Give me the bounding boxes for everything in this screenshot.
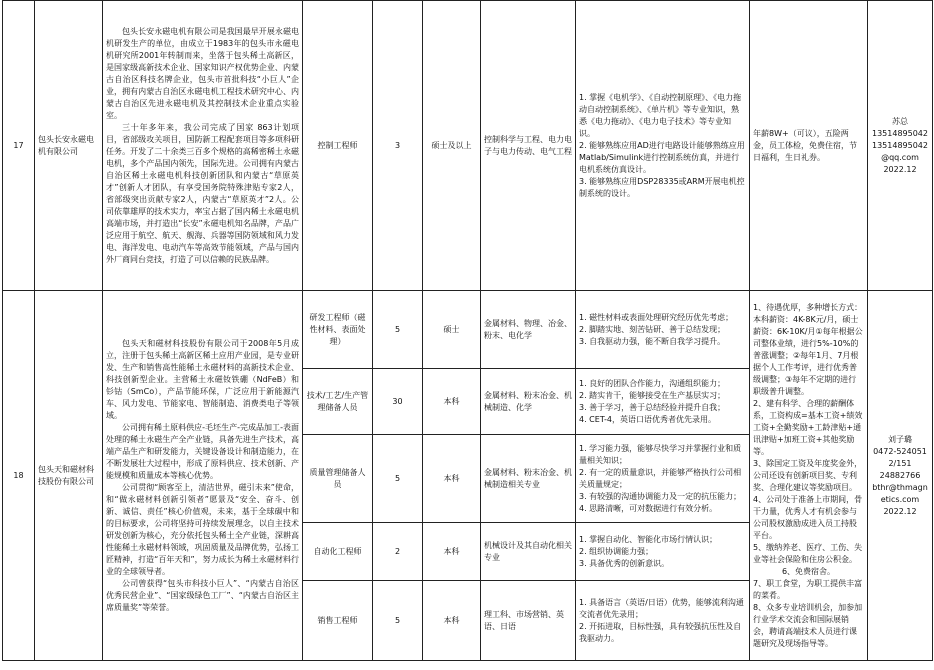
benefits	[750, 1, 868, 291]
requirement-item: 1. 掌握自动化、智能化市场行情认识；	[579, 534, 718, 544]
benefit-item: 8、众多专业培训机会，加参加行业学术交流会和国际展销会，聘请高端技术人员进行课题研究及现场指导等。	[753, 602, 863, 648]
contact-line: 13514895042	[872, 128, 928, 138]
job-requirements	[576, 1, 750, 291]
position-title: 自动化工程师	[303, 523, 373, 581]
position-count: 30	[373, 369, 423, 435]
job-requirements	[576, 581, 750, 661]
benefit-item: 5、缴纳养老、医疗、工伤、失业等社会保险和住房公积金。	[753, 542, 863, 564]
requirement-item: 3. 有较强的沟通协调能力及一定的抗压能力；	[579, 491, 742, 501]
requirement-item: 3. 能够熟练应用DSP28335或ARM开展电机控制系统的设计。	[579, 176, 745, 198]
contact-line: 刘子璐	[888, 434, 912, 444]
company-name: 包头天和磁材科技股份有限公司	[35, 291, 103, 661]
contact-info	[868, 1, 933, 291]
table-row	[3, 1, 933, 291]
requirement-item: 2. 有一定的质量意识，并能够严格执行公司相关质量规定；	[579, 467, 742, 489]
contact-line: bthr@thmagn	[872, 482, 928, 492]
major-requirement: 金属材料、粉末冶金、机械制造、化学	[481, 369, 576, 435]
job-requirements	[576, 523, 750, 581]
benefits	[750, 291, 868, 661]
requirement-item: 4. CET-4，英语口语优秀者优先录用。	[579, 414, 716, 424]
requirement-item: 2. 踏实肯干，能够接受在生产基层实习；	[579, 390, 726, 400]
intro-paragraph: 公司曾获得“包头市科技小巨人”、“内蒙古自治区优秀民营企业”、“国家级绿色工厂”、“内蒙古自治区主席质量奖”等荣誉。	[106, 578, 299, 612]
table-row	[3, 291, 933, 369]
requirement-item: 3. 善于学习，善于总结经验并提升自我；	[579, 402, 726, 412]
requirement-item: 2. 能够熟练应用AD进行电路设计能够熟练应用Matlab/Simulink进行控制系统仿真，并进行电机系统仿真设计。	[579, 140, 745, 174]
benefit-item: 7、职工食堂，为职工提供丰富的菜肴。	[753, 578, 863, 600]
intro-paragraph: 包头天和磁材科技股份有限公司于2008年5月成立，注册于包头稀土高新区稀土应用产业园，是专业研发、生产和销售高性能稀土永磁材料的高新技术企业、科技创新型企业。主营稀土永磁钕铁硼（NdFeB）和钐钴（SmCo），产品节能环保，广泛应用于新能源汽车、风力发电、节能家电、智能制造、消费类电子等领域。	[106, 338, 299, 420]
position-count: 5	[373, 291, 423, 369]
contact-line: 2022.12	[883, 164, 917, 174]
intro-paragraph: 公司贯彻“顾客至上，清洁世界，磁引未来”使命，和“做永磁材料创新引领者”愿景及“安全、奋斗、创新、诚信、责任”核心价值观，未来，基于全球碳中和的目标要求，公司将坚持可持续发展理念，以自主技术研发创新为核心，充分依托包头稀土全产业链，深耕高性能稀土永磁材料领域，巩固质量及品牌优势，弘扬工匠精神，打造“百年天和”，努力成长为稀土永磁材料行业的全球领导者。	[106, 482, 299, 576]
contact-line: 苏总	[892, 116, 908, 126]
major-requirement: 机械设计及其自动化相关专业	[481, 523, 576, 581]
requirement-item: 2. 组织协调能力强；	[579, 546, 654, 556]
position-title: 控制工程师	[303, 1, 373, 291]
requirement-item: 1. 良好的团队合作能力，沟通组织能力；	[579, 378, 726, 388]
benefit-item: 2、建有科学、合理的薪酬体系，工资构成=基本工资+绩效工资+全勤奖励+工龄津贴+通讯津贴+加班工资+其他奖励等。	[753, 398, 863, 456]
position-title: 销售工程师	[303, 581, 373, 661]
contact-line: 0472-5240512/151	[873, 446, 927, 468]
company-intro	[103, 1, 303, 291]
job-requirements	[576, 291, 750, 369]
benefit-item: 4、公司处于准备上市期间，骨干力量，优秀人才有机会参与公司股权激励成进入员工持股平台。	[753, 494, 863, 540]
major-requirement: 理工科、市场营销、英语、日语	[481, 581, 576, 661]
requirement-item: 3. 自我驱动力强，能不断自我学习提升。	[579, 336, 726, 346]
education-requirement: 本科	[423, 369, 481, 435]
intro-paragraph: 包头长安永磁电机有限公司是我国最早开展永磁电机研发生产的单位，由成立于1983年的包头市永磁电机研究所2001年转制而来，坐落于包头稀土高新区，是国家级高新技术企业、国家知识产权优势企业、内蒙古自治区科技名牌企业，包头市首批科技“小巨人”企业，拥有内蒙古自治区永磁电机工程技术研究中心、内蒙古自治区先进永磁电机及其控制技术企业重点实验室。	[106, 26, 299, 120]
benefit-item: 6、免费宿舍。	[781, 566, 836, 576]
position-count: 2	[373, 523, 423, 581]
contact-line: 24882766	[879, 470, 921, 480]
company-name: 包头长安永磁电机有限公司	[35, 1, 103, 291]
position-title: 技术/工艺/生产管理储备人员	[303, 369, 373, 435]
requirement-item: 4. 思路清晰，可对数据进行有效分析。	[579, 503, 718, 513]
job-requirements	[576, 435, 750, 523]
position-count: 5	[373, 435, 423, 523]
company-intro	[103, 291, 303, 661]
row-number: 17	[3, 1, 35, 291]
education-requirement: 硕士及以上	[423, 1, 481, 291]
position-count: 3	[373, 1, 423, 291]
requirement-item: 1. 磁性材料或表面处理研究经历优先考虑；	[579, 312, 734, 322]
education-requirement: 本科	[423, 435, 481, 523]
position-title: 研发工程师（磁性材料、表面处理）	[303, 291, 373, 369]
education-requirement: 本科	[423, 523, 481, 581]
requirement-item: 1. 具备语言（英语/日语）优势，能够流利沟通交流者优先录用；	[579, 597, 744, 619]
major-requirement: 金属材料、物理、冶金、粉末、电化学	[481, 291, 576, 369]
contact-line: 13514895042	[872, 140, 928, 150]
contact-info	[868, 291, 933, 661]
row-number: 18	[3, 291, 35, 661]
contact-line: etics.com	[880, 494, 920, 504]
requirement-item: 2. 开拓进取，目标性强，具有较强抗压性及自我驱动力。	[579, 621, 742, 643]
position-title: 质量管理储备人员	[303, 435, 373, 523]
position-count: 5	[373, 581, 423, 661]
contact-line: @qq.com	[881, 152, 919, 162]
requirement-item: 2. 脚踏实地、刻苦钻研、善于总结发现；	[579, 324, 726, 334]
education-requirement: 硕士	[423, 291, 481, 369]
major-requirement: 金属材料、粉末冶金、机械制造相关专业	[481, 435, 576, 523]
requirement-item: 1. 掌握《电机学》、《自动控制原理》、《电力拖动自动控制系统》、《单片机》等专业知识，熟悉《电力拖动》、《电力电子技术》等专业知识。	[579, 92, 742, 138]
contact-line: 2022.12	[883, 506, 917, 516]
benefit-item: 1、待遇优厚，多种增长方式：本科薪资：4K-8K元/月，硕士薪资：6K-10K/月①每年根据公司整体业绩，进行5%-10%的普涨调整；②每年1月、7月根据个人工作考评，进行优秀普级调整；③每年不定期的进行职级普升调整。	[753, 302, 863, 396]
major-requirement: 控制科学与工程、电力电子与电力传动、电气工程	[481, 1, 576, 291]
benefit-item: 3、除国定工资及年度奖金外，公司还设有创新项目奖、专利奖、合理化建议等奖励项目。	[753, 458, 863, 492]
requirement-item: 3. 具备优秀的创新意识。	[579, 558, 670, 568]
intro-paragraph: 三十年多年来，我公司完成了国家 863计划项目，省部级攻关项目，国防新工程配套项目等多项科研任务。开发了二十余类三百多个规格的高稀密稀土永磁电机，多个产品国内领先，国际先进。公司拥有内蒙古自治区稀土永磁电机科技创新团队和内蒙古“草原英才”创新人才团队，有享受国务院特殊津贴专家2人，省部级突出贡献专家2人，内蒙古“草原英才”2人。公司依靠雄厚的技术实力，率宝占据了国内稀土永磁电机高端市场，并打造出“长安”永磁电机知名品牌，产品广泛应用于航空、航天、舰海、兵器等国防领域和风力发电、海洋发电、电动汽车等高效节能领域，产品与国内外厂商同台竞技，打造了可以信赖的民族品牌。	[106, 122, 299, 264]
requirement-item: 1. 学习能力强，能够尽快学习并掌握行业和质量相关知识；	[579, 443, 742, 465]
job-requirements	[576, 369, 750, 435]
intro-paragraph: 公司拥有稀土原料供应-毛坯生产-完成品加工-表面处理的稀土永磁生产全产业链，具备先进生产技术，高端产品生产和研发能力，关键设备设计和制造能力，在不断发展壮大过程中，形成了原料供应、技术创新、产能规模和质量成本等核心优势。	[106, 422, 299, 480]
benefit-item: 年薪8W+（可议），五险两金，员工体检，免费住宿，节日福利，生日礼券。	[753, 128, 857, 162]
job-listing-table	[2, 0, 933, 661]
education-requirement: 本科	[423, 581, 481, 661]
